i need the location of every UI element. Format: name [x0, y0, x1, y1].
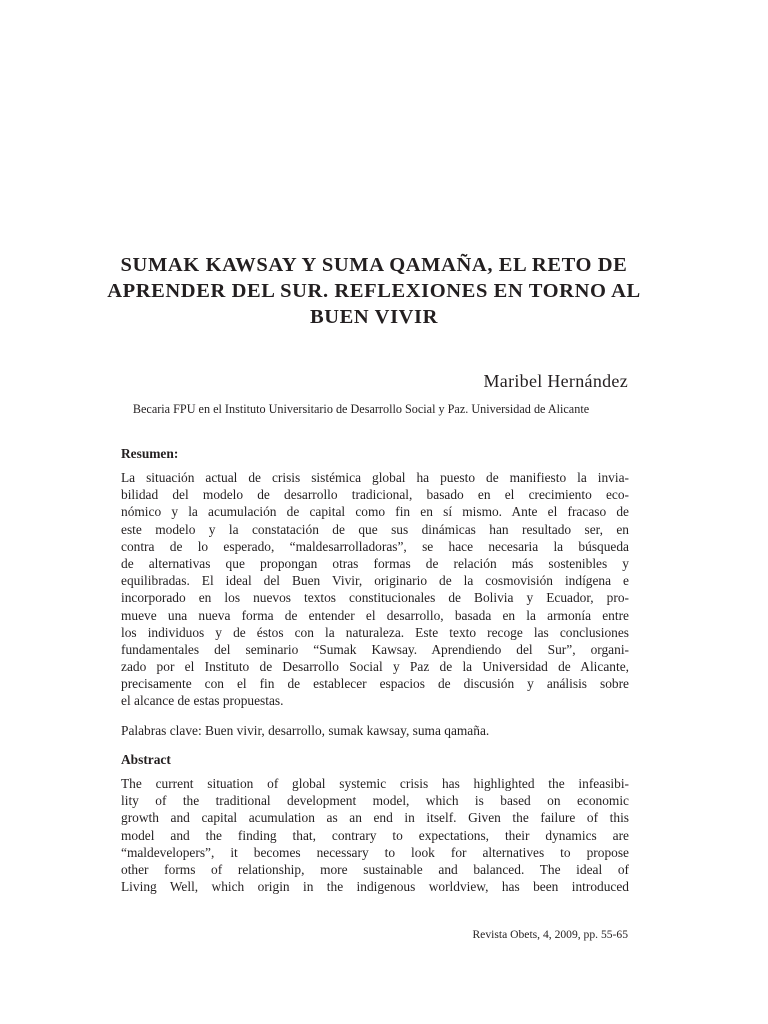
abstract-line: other forms of relationship, more sustainable and balanced. The ideal of — [121, 861, 629, 877]
resumen-heading: Resumen: — [121, 446, 179, 461]
resumen-line: el alcance de estas propuestas. — [121, 693, 284, 709]
abstract-line: The current situation of global systemic crisis has highlighted the infeasibi- — [121, 776, 629, 791]
journal-citation: Revista Obets, 4, 2009, pp. 55-65 — [472, 928, 628, 941]
resumen-paragraph — [121, 469, 629, 710]
resumen-line: los individuos y de éstos con la naturaleza. Este texto recoge las conclusiones — [121, 624, 629, 640]
abstract-line: “maldevelopers”, it becomes necessary to look for alternatives to propose — [121, 844, 629, 860]
author-affiliation: Becaria FPU en el Instituto Universitario de Desarrollo Social y Paz. Universidad de Alicante — [132, 402, 590, 416]
title-line-2: APRENDER DEL SUR. REFLEXIONES EN TORNO AL — [107, 280, 641, 302]
paper-title — [60, 252, 688, 330]
title-line-1: SUMAK KAWSAY Y SUMA QAMAÑA, EL RETO DE — [120, 254, 628, 276]
abstract-heading: Abstract — [121, 752, 171, 767]
resumen-line: zado por el Instituto de Desarrollo Social y Paz de la Universidad de Alicante, — [121, 659, 629, 675]
abstract-line: lity of the traditional development model, which is based on economic — [121, 793, 629, 809]
resumen-line: de alternativas que propongan otras formas de relación más sostenibles y — [121, 555, 629, 571]
resumen-line: fundamentales del seminario “Sumak Kawsay. Aprendiendo del Sur”, organi- — [121, 641, 629, 657]
abstract-line: growth and capital acumulation as an end in itself. Given the failure of this — [121, 810, 629, 826]
resumen-line: La situación actual de crisis sistémica global ha puesto de manifiesto la invia- — [121, 470, 629, 485]
resumen-line: contra de lo esperado, “maldesarrolladoras”, se hace necesaria la búsqueda — [121, 538, 629, 554]
abstract-paragraph — [121, 775, 629, 895]
resumen-line: precisamente con el fin de establecer espacios de discusión y análisis sobre — [121, 676, 629, 692]
keywords-text: Buen vivir, desarrollo, sumak kawsay, suma qamaña. — [205, 723, 490, 738]
abstract-line: Living Well, which origin in the indigenous worldview, has been introduced — [121, 879, 629, 895]
resumen-line: mueve una nueva forma de entender el desarrollo, basada en la armonía entre — [121, 607, 629, 623]
resumen-line: nómico y la acumulación de capital como fin en sí mismo. Ante el fracaso de — [121, 504, 629, 520]
resumen-line: incorporado en los nuevos textos constitucionales de Bolivia y Ecuador, pro- — [121, 590, 629, 606]
title-line-3: BUEN VIVIR — [309, 306, 439, 328]
abstract-line: model and the finding that, contrary to expectations, their dynamics are — [121, 827, 629, 843]
resumen-line: bilidad del modelo de desarrollo tradicional, basado en el crecimiento eco- — [121, 487, 629, 503]
resumen-line: equilibradas. El ideal del Buen Vivir, originario de la cosmovisión indígena e — [121, 573, 629, 589]
keywords-label: Palabras clave: — [121, 723, 202, 738]
author-name: Maribel Hernández — [483, 371, 628, 391]
resumen-line: este modelo y la constatación de que sus dinámicas han resultado ser, en — [121, 521, 629, 537]
keywords — [121, 722, 489, 739]
